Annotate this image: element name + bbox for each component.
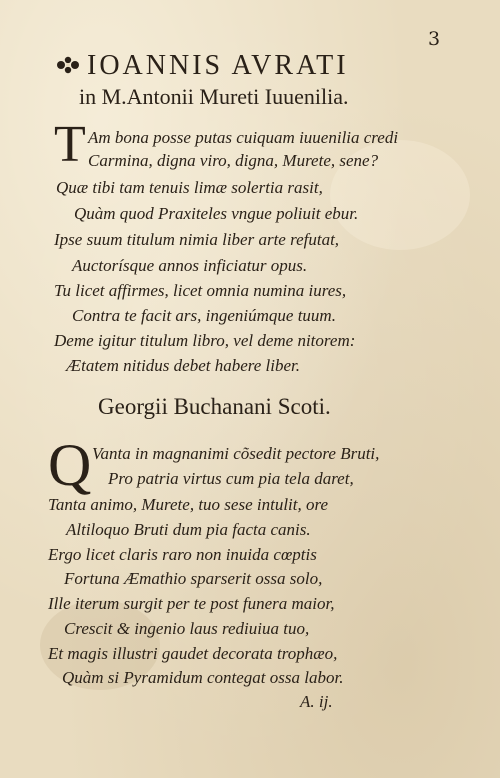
poem2-line-10: Quàm si Pyramidum contegat ossa labor.: [62, 668, 344, 687]
poem1-line-7: Tu licet affirmes, licet omnia numina iures,: [54, 281, 347, 300]
fleuron-icon: [55, 54, 81, 76]
poem1-line-2: Carmina, digna viro, digna, Murete, sene?: [88, 151, 379, 170]
signature-mark: A. ij.: [300, 692, 333, 711]
poem-title-1-text: IOANNIS AVRATI: [87, 50, 349, 81]
poem2-line-7: Ille iterum surgit per te post funera maior,: [48, 594, 335, 613]
poem2-line-1: Vanta in magnanimi cõsedit pectore Bruti,: [92, 444, 380, 463]
poem2-line-3: Tanta animo, Murete, tuo sese intulit, ore: [48, 495, 329, 514]
poem2-line-9: Et magis illustri gaudet decorata trophæo,: [48, 644, 338, 663]
poem1-line-5: Ipse suum titulum nimia liber arte refutat,: [54, 230, 340, 249]
dropcap-q: Q: [48, 432, 92, 498]
poem1-line-9: Deme igitur titulum libro, vel deme nitorem:: [54, 331, 356, 350]
page-number: 3: [428, 28, 441, 50]
poem1-line-4: Quàm quod Praxiteles vngue poliuit ebur.: [74, 204, 359, 223]
poem2-line-5: Ergo licet claris raro non inuida cœptis: [48, 545, 317, 564]
poem-title-2: Georgii Buchanani Scoti.: [98, 394, 331, 419]
poem1-line-8: Contra te facit ars, ingeniúmque tuum.: [72, 306, 336, 325]
poem2-line-8: Crescit & ingenio laus rediuiua tuo,: [64, 619, 310, 638]
poem2-line-4: Altiloquo Bruti dum pia facta canis.: [66, 520, 311, 539]
poem-title-1: [55, 50, 445, 82]
poem1-line-6: Auctorísque annos inficiatur opus.: [72, 256, 308, 275]
poem-subtitle-1: in M.Antonii Mureti Iuuenilia.: [79, 84, 349, 109]
poem2-line-2: Pro patria virtus cum pia tela daret,: [108, 469, 354, 488]
poem1-line-10: Ætatem nitidus debet habere liber.: [66, 356, 301, 375]
poem1-line-3: Quæ tibi tam tenuis limæ solertia rasit,: [56, 178, 323, 197]
poem1-line-1: Am bona posse putas cuiquam iuuenilia credi: [88, 128, 399, 147]
poem2-line-6: Fortuna Æmathio sparserit ossa solo,: [64, 569, 323, 588]
dropcap-t: T: [54, 116, 86, 173]
